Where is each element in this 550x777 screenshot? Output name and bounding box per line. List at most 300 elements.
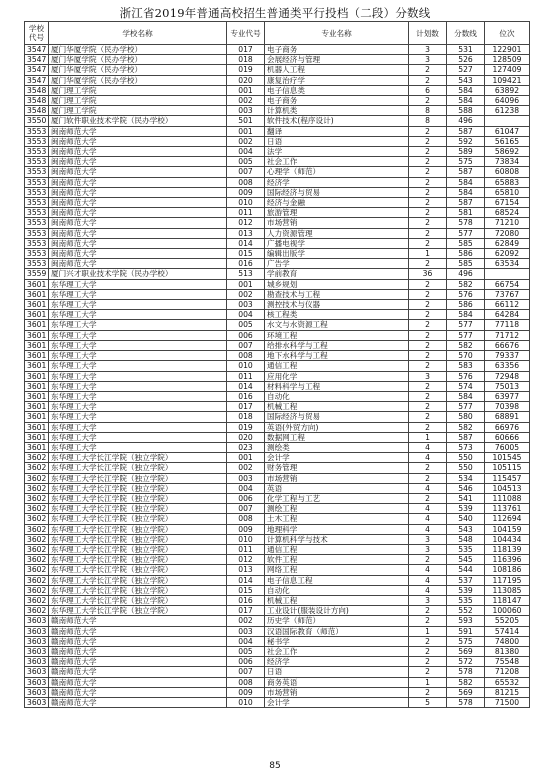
score-cell: 582 [447,677,485,687]
rank-cell: 71208 [485,667,530,677]
school-name-cell: 东华理工大学长江学院（独立学院） [49,534,227,544]
major-name-cell: 计算机科学与技术 [265,534,409,544]
plan-cell: 2 [409,300,447,310]
school-name-cell: 东华理工大学长江学院（独立学院） [49,555,227,565]
table-row [25,483,530,493]
major-name-cell: 国际经济与贸易 [265,187,409,197]
school-name-cell: 厦门兴才职业技术学院（民办学校） [49,269,227,279]
table-row [25,687,530,697]
major-name-cell: 汉语国际教育（师范） [265,626,409,636]
plan-cell: 2 [409,646,447,656]
score-cell: 543 [447,524,485,534]
plan-cell: 2 [409,636,447,646]
major-name-cell: 学前教育 [265,269,409,279]
rank-cell: 60666 [485,432,530,442]
rank-cell: 105115 [485,463,530,473]
school-code-cell: 3550 [25,116,49,126]
rank-cell: 117195 [485,575,530,585]
score-cell: 574 [447,381,485,391]
rank-cell: 81215 [485,687,530,697]
rank-cell: 113085 [485,585,530,595]
plan-cell: 3 [409,55,447,65]
rank-cell: 72080 [485,228,530,238]
major-code-cell: 016 [227,259,265,269]
table-row [25,351,530,361]
rank-cell: 63977 [485,391,530,401]
major-name-cell: 康复治疗学 [265,75,409,85]
school-code-cell: 3601 [25,330,49,340]
school-name-cell: 赣南师范大学 [49,687,227,697]
table-row [25,473,530,483]
major-name-cell: 编辑出版学 [265,249,409,259]
rank-cell: 109421 [485,75,530,85]
major-name-cell: 勘查技术与工程 [265,289,409,299]
table-row [25,116,530,126]
plan-cell: 3 [409,544,447,554]
school-name-cell: 赣南师范大学 [49,646,227,656]
major-code-cell: 016 [227,595,265,605]
table-row [25,565,530,575]
major-code-cell: 001 [227,126,265,136]
major-name-cell: 化学工程与工艺 [265,493,409,503]
table-row [25,677,530,687]
table-row [25,534,530,544]
table-row [25,412,530,422]
major-code-cell: 004 [227,147,265,157]
school-code-cell: 3601 [25,300,49,310]
school-name-cell: 东华理工大学 [49,289,227,299]
score-cell: 496 [447,116,485,126]
school-name-cell: 东华理工大学 [49,371,227,381]
rank-cell: 128509 [485,55,530,65]
major-name-cell: 财务管理 [265,463,409,473]
school-code-cell: 3603 [25,667,49,677]
table-row [25,463,530,473]
school-name-cell: 东华理工大学长江学院（独立学院） [49,565,227,575]
table-row [25,514,530,524]
score-cell: 591 [447,626,485,636]
major-code-cell: 019 [227,65,265,75]
score-cell: 577 [447,402,485,412]
table-row [25,585,530,595]
score-cell: 582 [447,279,485,289]
major-code-cell: 011 [227,544,265,554]
table-row [25,453,530,463]
school-name-cell: 闽南师范大学 [49,249,227,259]
plan-cell: 2 [409,259,447,269]
table-row [25,45,530,55]
major-code-cell: 008 [227,677,265,687]
major-name-cell: 会展经济与管理 [265,55,409,65]
rank-cell: 71500 [485,698,530,708]
major-code-cell: 004 [227,483,265,493]
table-row [25,55,530,65]
plan-cell: 2 [409,310,447,320]
rank-cell: 112694 [485,514,530,524]
school-name-cell: 东华理工大学长江学院（独立学院） [49,514,227,524]
table-row [25,177,530,187]
table-row [25,300,530,310]
score-cell: 540 [447,514,485,524]
rank-cell: 76005 [485,442,530,452]
school-name-cell: 东华理工大学长江学院（独立学院） [49,493,227,503]
school-code-cell: 3602 [25,575,49,585]
major-code-cell: 001 [227,453,265,463]
plan-cell: 2 [409,177,447,187]
school-code-cell: 3601 [25,442,49,452]
score-cell: 585 [447,259,485,269]
plan-cell: 2 [409,361,447,371]
table-row [25,187,530,197]
table-row [25,381,530,391]
score-cell: 584 [447,391,485,401]
header-school-name: 学校名称 [49,22,227,45]
rank-cell [485,269,530,279]
rank-cell: 127409 [485,65,530,75]
major-name-cell: 英语 [265,483,409,493]
school-code-cell: 3553 [25,177,49,187]
score-cell: 583 [447,361,485,371]
table-row [25,524,530,534]
plan-cell: 4 [409,442,447,452]
school-name-cell: 东华理工大学 [49,381,227,391]
plan-cell: 6 [409,85,447,95]
score-cell: 544 [447,565,485,575]
score-cell: 537 [447,575,485,585]
score-cell: 539 [447,504,485,514]
plan-cell: 1 [409,677,447,687]
school-code-cell: 3602 [25,483,49,493]
header-major-name: 专业名称 [265,22,409,45]
table-row [25,504,530,514]
major-code-cell: 012 [227,555,265,565]
plan-cell: 8 [409,106,447,116]
score-cell: 575 [447,636,485,646]
table-row [25,340,530,350]
school-name-cell: 赣南师范大学 [49,636,227,646]
school-code-cell: 3601 [25,310,49,320]
rank-cell: 62849 [485,238,530,248]
major-name-cell: 广告学 [265,259,409,269]
table-row [25,96,530,106]
plan-cell: 2 [409,493,447,503]
major-code-cell: 006 [227,493,265,503]
major-name-cell: 材料科学与工程 [265,381,409,391]
score-cell: 592 [447,136,485,146]
rank-cell: 71210 [485,218,530,228]
major-name-cell: 电子商务 [265,96,409,106]
plan-cell: 2 [409,96,447,106]
school-name-cell: 东华理工大学长江学院（独立学院） [49,595,227,605]
table-row [25,310,530,320]
major-code-cell: 014 [227,381,265,391]
major-code-cell: 003 [227,300,265,310]
plan-cell: 4 [409,514,447,524]
school-code-cell: 3603 [25,646,49,656]
major-name-cell: 电子信息工程 [265,575,409,585]
table-row [25,646,530,656]
major-code-cell: 001 [227,279,265,289]
plan-cell: 2 [409,167,447,177]
major-code-cell: 009 [227,687,265,697]
school-name-cell: 闽南师范大学 [49,167,227,177]
school-name-cell: 东华理工大学 [49,412,227,422]
plan-cell: 36 [409,269,447,279]
school-name-cell: 赣南师范大学 [49,616,227,626]
school-code-cell: 3553 [25,208,49,218]
plan-cell: 5 [409,698,447,708]
major-name-cell: 地理科学 [265,524,409,534]
school-name-cell: 闽南师范大学 [49,136,227,146]
header-plan: 计划数 [409,22,447,45]
score-cell: 576 [447,371,485,381]
major-name-cell: 网络工程 [265,565,409,575]
score-cell: 534 [447,473,485,483]
major-name-cell: 通信工程 [265,361,409,371]
rank-cell: 116396 [485,555,530,565]
rank-cell [485,116,530,126]
score-cell: 535 [447,544,485,554]
rank-cell: 64096 [485,96,530,106]
school-code-cell: 3603 [25,616,49,626]
table-row [25,330,530,340]
plan-cell: 2 [409,228,447,238]
major-code-cell: 018 [227,412,265,422]
major-code-cell: 003 [227,626,265,636]
rank-cell: 70398 [485,402,530,412]
school-code-cell: 3602 [25,595,49,605]
rank-cell: 60808 [485,167,530,177]
major-name-cell: 社会工作 [265,157,409,167]
plan-cell: 3 [409,534,447,544]
rank-cell: 104159 [485,524,530,534]
school-code-cell: 3601 [25,361,49,371]
school-name-cell: 东华理工大学 [49,300,227,310]
plan-cell: 2 [409,208,447,218]
rank-cell: 122901 [485,45,530,55]
school-name-cell: 闽南师范大学 [49,126,227,136]
plan-cell: 4 [409,524,447,534]
table-row [25,432,530,442]
major-code-cell: 023 [227,442,265,452]
school-name-cell: 闽南师范大学 [49,187,227,197]
school-name-cell: 闽南师范大学 [49,259,227,269]
school-name-cell: 厦门理工学院 [49,96,227,106]
school-code-cell: 3602 [25,473,49,483]
table-row [25,126,530,136]
school-name-cell: 东华理工大学长江学院（独立学院） [49,575,227,585]
table-row [25,289,530,299]
plan-cell: 2 [409,157,447,167]
table-row [25,657,530,667]
score-cell: 588 [447,106,485,116]
score-cell: 586 [447,249,485,259]
major-name-cell: 历史学（师范） [265,616,409,626]
major-name-cell: 广播电视学 [265,238,409,248]
plan-cell: 2 [409,402,447,412]
major-code-cell: 003 [227,473,265,483]
major-name-cell: 环境工程 [265,330,409,340]
table-row [25,575,530,585]
rank-cell: 66754 [485,279,530,289]
major-name-cell: 日语 [265,667,409,677]
rank-cell: 66976 [485,422,530,432]
score-cell: 586 [447,300,485,310]
plan-cell: 2 [409,667,447,677]
table-row [25,167,530,177]
table-row [25,198,530,208]
major-name-cell: 机器人工程 [265,65,409,75]
rank-cell: 58692 [485,147,530,157]
admission-score-table [24,21,530,708]
school-code-cell: 3553 [25,259,49,269]
plan-cell: 2 [409,412,447,422]
major-code-cell: 018 [227,55,265,65]
score-cell: 576 [447,289,485,299]
plan-cell: 4 [409,504,447,514]
score-cell: 541 [447,493,485,503]
plan-cell: 3 [409,371,447,381]
school-name-cell: 厦门理工学院 [49,106,227,116]
school-code-cell: 3602 [25,585,49,595]
school-name-cell: 东华理工大学 [49,361,227,371]
school-code-cell: 3553 [25,228,49,238]
plan-cell: 4 [409,585,447,595]
major-name-cell: 核工程类 [265,310,409,320]
school-name-cell: 东华理工大学长江学院（独立学院） [49,483,227,493]
school-name-cell: 东华理工大学长江学院（独立学院） [49,524,227,534]
school-code-cell: 3601 [25,432,49,442]
plan-cell: 2 [409,473,447,483]
school-code-cell: 3601 [25,412,49,422]
school-name-cell: 闽南师范大学 [49,238,227,248]
school-code-cell: 3601 [25,381,49,391]
major-code-cell: 020 [227,432,265,442]
major-name-cell: 软件技术(程序设计) [265,116,409,126]
rank-cell: 104513 [485,483,530,493]
major-code-cell: 002 [227,96,265,106]
school-name-cell: 厦门华厦学院（民办学校） [49,45,227,55]
school-name-cell: 东华理工大学 [49,279,227,289]
school-name-cell: 闽南师范大学 [49,218,227,228]
school-name-cell: 东华理工大学长江学院（独立学院） [49,544,227,554]
plan-cell: 2 [409,136,447,146]
table-row [25,493,530,503]
school-code-cell: 3553 [25,167,49,177]
score-cell: 569 [447,687,485,697]
table-row [25,279,530,289]
major-name-cell: 市场营销 [265,473,409,483]
major-name-cell: 数据网工程 [265,432,409,442]
rank-cell: 61238 [485,106,530,116]
major-code-cell: 008 [227,514,265,524]
major-code-cell: 017 [227,606,265,616]
school-code-cell: 3602 [25,555,49,565]
major-name-cell: 会计学 [265,453,409,463]
major-name-cell: 经济学 [265,177,409,187]
header-rank: 位次 [485,22,530,45]
table-row [25,361,530,371]
table-row [25,626,530,636]
major-code-cell: 009 [227,187,265,197]
major-name-cell: 人力资源管理 [265,228,409,238]
plan-cell: 2 [409,147,447,157]
plan-cell: 2 [409,422,447,432]
score-cell: 573 [447,442,485,452]
score-cell: 587 [447,432,485,442]
school-code-cell: 3602 [25,565,49,575]
plan-cell: 4 [409,565,447,575]
score-cell: 496 [447,269,485,279]
major-code-cell: 006 [227,330,265,340]
school-code-cell: 3601 [25,289,49,299]
plan-cell: 4 [409,483,447,493]
rank-cell: 74800 [485,636,530,646]
major-name-cell: 地下水科学与工程 [265,351,409,361]
rank-cell: 104434 [485,534,530,544]
rank-cell: 113761 [485,504,530,514]
school-name-cell: 厦门理工学院 [49,85,227,95]
plan-cell: 3 [409,595,447,605]
major-code-cell: 017 [227,402,265,412]
table-row [25,442,530,452]
major-name-cell: 自动化 [265,585,409,595]
major-code-cell: 002 [227,616,265,626]
major-name-cell: 电子信息类 [265,85,409,95]
school-name-cell: 东华理工大学 [49,330,227,340]
school-name-cell: 赣南师范大学 [49,698,227,708]
rank-cell: 66112 [485,300,530,310]
school-name-cell: 闽南师范大学 [49,228,227,238]
plan-cell: 2 [409,616,447,626]
school-name-cell: 东华理工大学长江学院（独立学院） [49,473,227,483]
rank-cell: 77118 [485,320,530,330]
major-name-cell: 市场营销 [265,218,409,228]
school-code-cell: 3601 [25,391,49,401]
major-code-cell: 013 [227,228,265,238]
score-cell: 577 [447,320,485,330]
score-cell: 587 [447,167,485,177]
rank-cell: 61047 [485,126,530,136]
score-cell: 527 [447,65,485,75]
school-code-cell: 3601 [25,340,49,350]
school-name-cell: 闽南师范大学 [49,147,227,157]
school-code-cell: 3603 [25,636,49,646]
major-name-cell: 经济与金融 [265,198,409,208]
major-code-cell: 016 [227,391,265,401]
major-code-cell: 020 [227,75,265,85]
score-cell: 570 [447,351,485,361]
school-code-cell: 3548 [25,106,49,116]
table-body [25,45,530,708]
major-name-cell: 经济学 [265,657,409,667]
plan-cell: 2 [409,238,447,248]
major-name-cell: 应用化学 [265,371,409,381]
school-name-cell: 赣南师范大学 [49,626,227,636]
header-major-code: 专业代号 [227,22,265,45]
plan-cell: 2 [409,340,447,350]
score-cell: 593 [447,616,485,626]
major-code-cell: 010 [227,198,265,208]
school-code-cell: 3553 [25,198,49,208]
school-code-cell: 3602 [25,504,49,514]
rank-cell: 101545 [485,453,530,463]
school-code-cell: 3548 [25,96,49,106]
school-code-cell: 3553 [25,157,49,167]
page-title: 浙江省2019年普通高校招生普通类平行投档（二段）分数线 [119,6,431,20]
score-cell: 584 [447,85,485,95]
score-cell: 587 [447,126,485,136]
